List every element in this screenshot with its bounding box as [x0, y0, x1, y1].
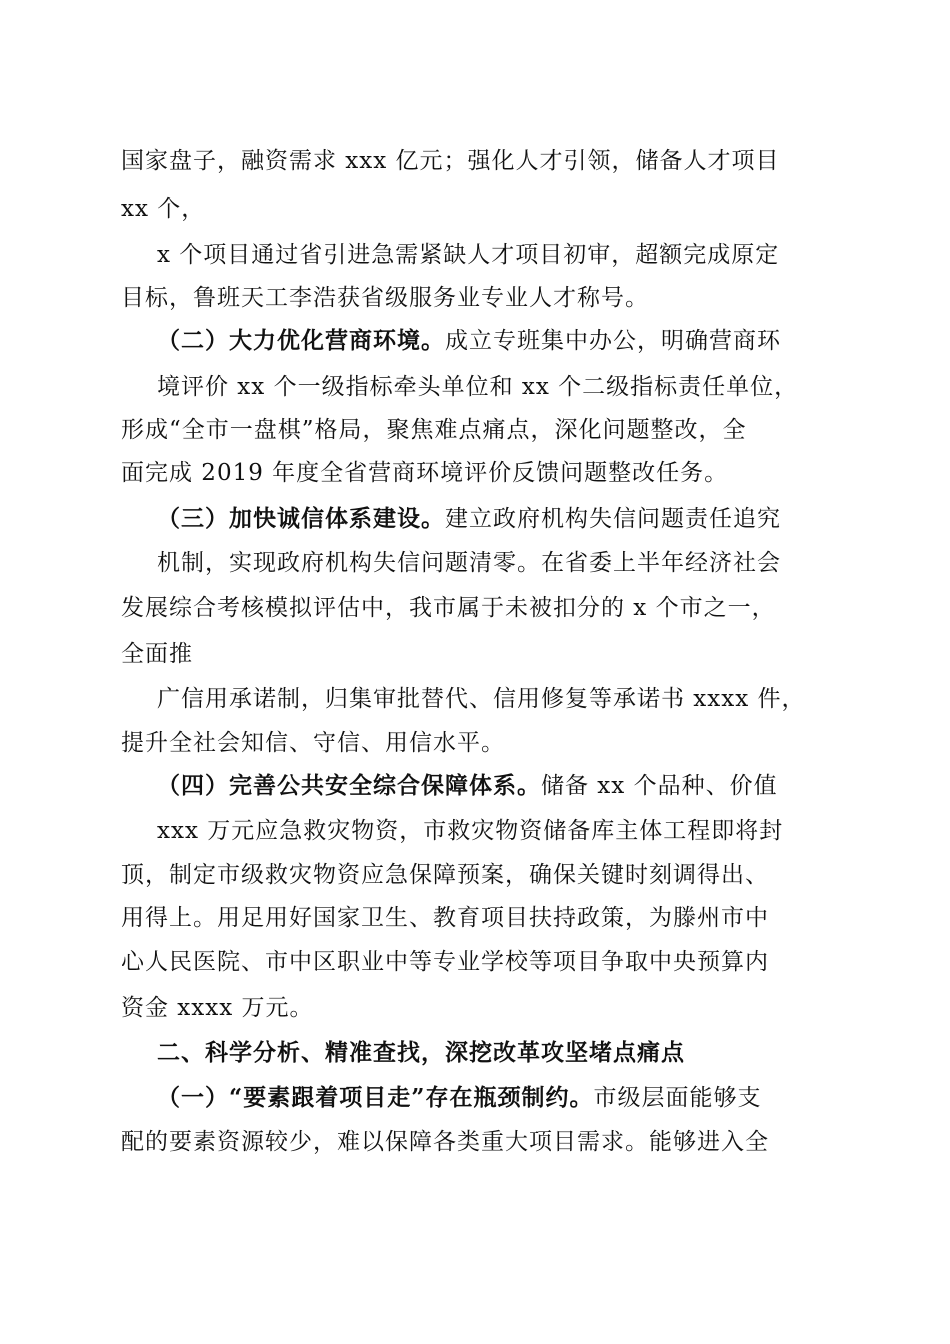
text-line: 用得上。用足用好国家卫生、教育项目扶持政策，为滕州市中: [121, 905, 769, 931]
text-line: 境评价 xx 个一级指标牵头单位和 xx 个二级指标责任单位，: [157, 374, 799, 400]
text-line: 资金 xxxx 万元。: [121, 995, 314, 1021]
section-line: [157, 504, 781, 534]
section-text: 储备 xx 个品种、价值: [541, 773, 778, 799]
section-heading: （四）完善公共安全综合保障体系。: [157, 772, 541, 799]
section-line: [157, 326, 781, 356]
text-line: xxx 万元应急救灾物资，市救灾物资储备库主体工程即将封: [157, 818, 784, 844]
text-line: xx 个，: [121, 196, 206, 222]
text-line: 发展综合考核模拟评估中，我市属于未被扣分的 x 个市之一，: [121, 595, 776, 621]
section-text: 成立专班集中办公，明确营商环: [445, 328, 781, 354]
text-line: 顶，制定市级救灾物资应急保障预案，确保关键时刻调得出、: [121, 862, 769, 888]
text-line: x 个项目通过省引进急需紧缺人才项目初审，超额完成原定: [157, 242, 780, 268]
section-line: [157, 1083, 761, 1113]
text-line: 面完成 2019 年度全省营商环境评价反馈问题整改任务。: [121, 460, 729, 486]
text-line: 全面推: [121, 641, 193, 667]
section-text: 建立政府机构失信问题责任追究: [445, 506, 781, 532]
text-line: 广信用承诺制，归集审批替代、信用修复等承诺书 xxxx 件，: [157, 686, 806, 712]
section-line: [157, 771, 778, 801]
text-line: 配的要素资源较少，难以保障各类重大项目需求。能够进入全: [121, 1129, 769, 1155]
text-line: 国家盘子，融资需求 xxx 亿元；强化人才引领，储备人才项目: [121, 148, 780, 174]
text-line: 目标，鲁班天工李浩获省级服务业专业人才称号。: [121, 285, 649, 311]
text-line: 提升全社会知信、守信、用信水平。: [121, 730, 505, 756]
chapter-heading: 二、科学分析、精准查找，深挖改革攻坚堵点痛点: [157, 1039, 685, 1066]
section-heading: （二）大力优化营商环境。: [157, 327, 445, 354]
section-text: 市级层面能够支: [593, 1085, 762, 1111]
text-line: 机制，实现政府机构失信问题清零。在省委上半年经济社会: [157, 550, 781, 576]
text-line: 形成“全市一盘棋”格局，聚焦难点痛点，深化问题整改，全: [121, 417, 747, 443]
section-heading: （三）加快诚信体系建设。: [157, 505, 445, 532]
section-heading: （一）“要素跟着项目走”存在瓶颈制约。: [157, 1084, 594, 1111]
text-line: 心人民医院、市中区职业中等专业学校等项目争取中央预算内: [121, 949, 769, 975]
